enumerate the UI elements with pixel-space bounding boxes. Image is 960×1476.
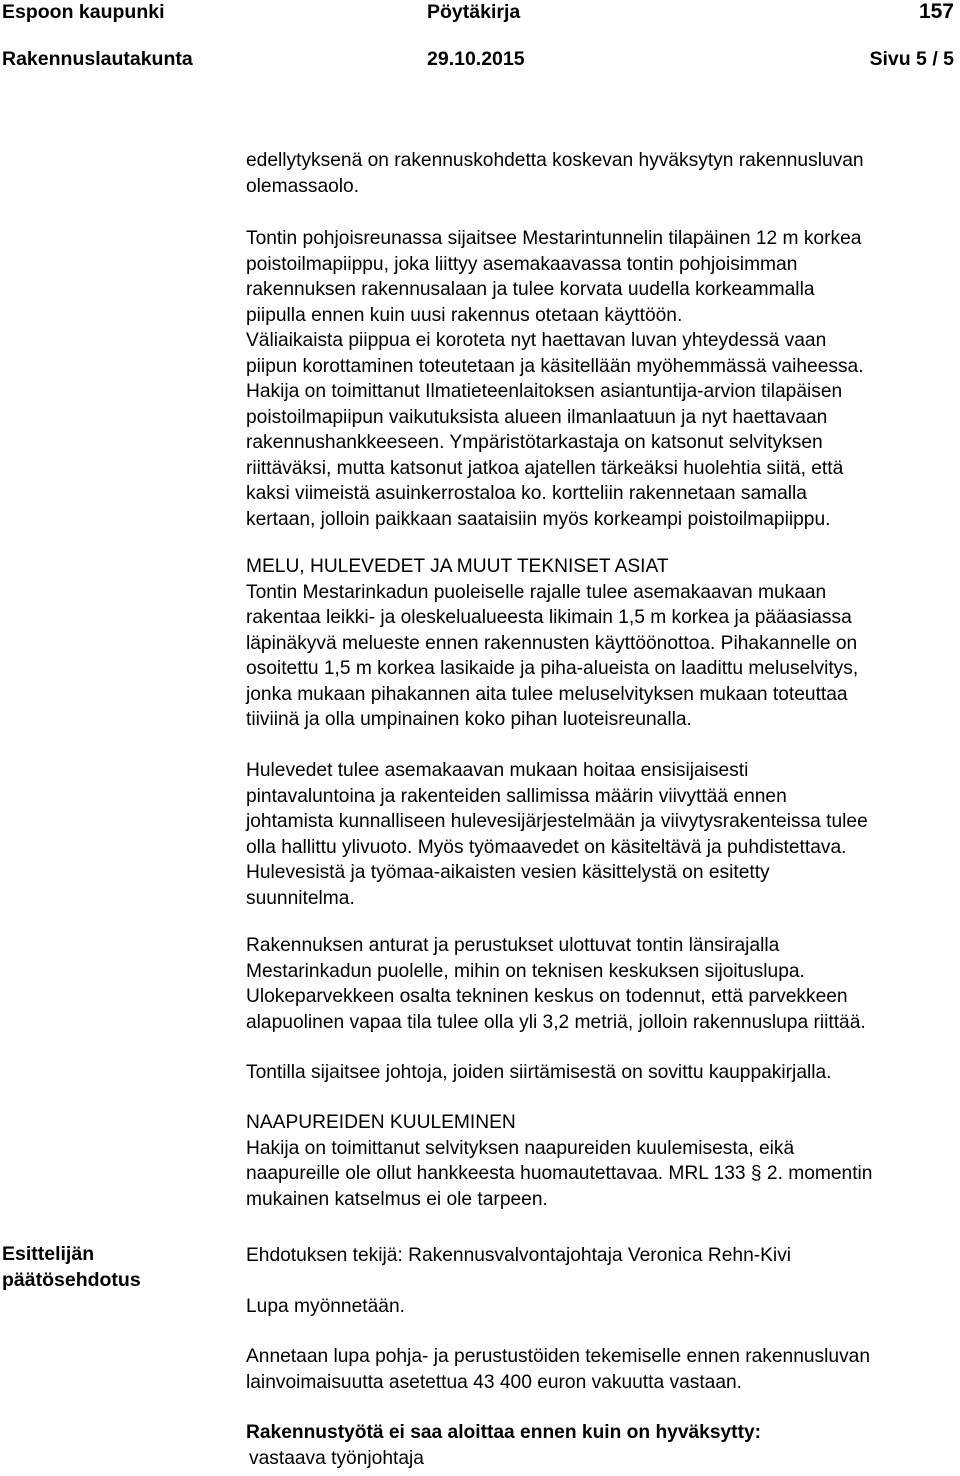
text-line: kaksi viimeistä asuinkerrostaloa ko. kortteliin rakennetaan samalla [246, 483, 807, 504]
text-line: pintavaluntoina ja rakenteiden sallimissa määrin viivyttää ennen [246, 785, 787, 807]
text-line: lainvoimaisuutta asetettua 43 400 euron vakuutta vastaan. [246, 1371, 743, 1393]
text-line: rakentaa leikki- ja oleskelualueesta likimain 1,5 m korkea ja pääasiassa [246, 607, 852, 628]
text-line: riittäväksi, mutta katsonut jatkoa ajatellen tärkeäksi huolehtia siitä, että [246, 457, 844, 479]
text-line: Hakija on toimittanut Ilmatieteenlaitoksen asiantuntija-arvion tilapäisen [246, 381, 843, 402]
text-line: Tontilla sijaitsee johtoja, joiden siirtämisestä on sovittu kauppakirjalla. [246, 1062, 832, 1083]
paragraph-utility-lines [246, 1060, 832, 1086]
text-line: edellytyksenä on rakennuskohdetta koskevan hyväksytyn rakennusluvan [246, 150, 864, 171]
text-line: Mestarinkadun puolelle, mihin on teknisen keskuksen sijoituslupa. [246, 960, 805, 982]
proposer-line [246, 1243, 791, 1269]
section-heading: NAAPUREIDEN KUULEMINEN [246, 1112, 516, 1133]
text-line: läpinäkyvä melueste ennen rakennusten käyttöönottoa. Pihakannelle on [246, 632, 858, 654]
header-date: 29.10.2015 [427, 48, 525, 70]
text-line: rakennuksen rakennusalaan ja tulee korvata uudella korkeammalla [246, 279, 815, 300]
paragraph-noise-technical [246, 554, 858, 733]
proposal-label [2, 1242, 141, 1293]
paragraph-foundations [246, 933, 866, 1035]
text-line: jonka mukaan pihakannen aita tulee meluselvityksen mukaan toteuttaa [246, 683, 848, 705]
text-line: naapureille ole ollut hankkeesta huomautettavaa. MRL 133 § 2. momentin [246, 1163, 873, 1184]
text-line: Ulokeparvekkeen osalta tekninen keskus on todennut, että parvekkeen [246, 986, 848, 1007]
paragraph-neighbours [246, 1110, 872, 1212]
text-line: rakennushankkeeseen. Ympäristötarkastaja on katsonut selvityksen [246, 432, 823, 453]
text-line: Annetaan lupa pohja- ja perustustöiden tekemiselle ennen rakennusluvan [246, 1346, 871, 1367]
paragraph-stormwater [246, 758, 868, 911]
decision-text: Lupa myönnetään. [246, 1296, 405, 1317]
text-line: osoitettu 1,5 m korkea lasikaide ja piha-alueista on laadittu meluselvitys, [246, 658, 859, 679]
text-line: mukainen katselmus ei ole tarpeen. [246, 1188, 548, 1210]
proposer-text: Ehdotuksen tekijä: Rakennusvalvontajohtaja Veronica Rehn-Kivi [246, 1245, 792, 1266]
header-page: Sivu 5 / 5 [869, 48, 954, 70]
text-line: piipun korottaminen toteutetaan ja käsitellään myöhemmässä vaiheessa. [246, 355, 864, 377]
approval-block [246, 1420, 761, 1471]
paragraph-chimney [246, 226, 864, 532]
text-line: olemassaolo. [246, 175, 360, 197]
text-line: kertaan, jolloin paikkaan saataisiin myös korkeampi poistoilmapiippu. [246, 508, 831, 530]
text-line: piipulla ennen kuin uusi rakennus otetaan käyttöön. [246, 304, 683, 326]
text-line: Tontin Mestarinkadun puoleiselle rajalle tulee asemakaavan mukaan [246, 581, 827, 603]
text-line: olla hallittu ylivuoto. Myös työmaavedet on käsiteltävä ja puhdistettava. [246, 836, 847, 858]
text-line: tiiviinä ja olla umpinainen koko pihan luoteisreunalla. [246, 709, 692, 730]
proposal-label-line: Esittelijän [2, 1243, 95, 1265]
section-heading: MELU, HULEVEDET JA MUUT TEKNISET ASIAT [246, 556, 669, 577]
header-org: Espoon kaupunki [2, 1, 165, 23]
text-line: Väliaikaista piippua ei koroteta nyt haettavan luvan yhteydessä vaan [246, 330, 827, 351]
approval-item: vastaava työnjohtaja [249, 1447, 424, 1469]
permit-paragraph [246, 1344, 870, 1395]
text-line: Hulevesistä ja työmaa-aikaisten vesien käsittelystä on esitetty [246, 862, 770, 883]
header-section-number: 157 [918, 0, 954, 23]
text-line: suunnitelma. [246, 887, 355, 909]
paragraph-permit-condition [246, 148, 864, 199]
text-line: alapuolinen vapaa tila tulee olla yli 3,2 metriä, jolloin rakennuslupa riittää. [246, 1011, 866, 1033]
approval-heading: Rakennustyötä ei saa aloittaa ennen kuin on hyväksytty: [246, 1422, 762, 1443]
proposal-label-line: päätösehdotus [2, 1268, 141, 1291]
text-line: poistoilmapiippu, joka liittyy asemakaavassa tontin pohjoisimman [246, 253, 798, 275]
text-line: poistoilmapiipun vaikutuksista alueen ilmanlaatuun ja nyt haettavaan [246, 406, 828, 428]
text-line: Hakija on toimittanut selvityksen naapureiden kuulemisesta, eikä [246, 1137, 795, 1159]
header-committee: Rakennuslautakunta [2, 48, 193, 70]
header-doc-type: Pöytäkirja [427, 1, 521, 23]
text-line: Rakennuksen anturat ja perustukset ulottuvat tontin länsirajalla [246, 935, 780, 956]
decision-line [246, 1294, 405, 1320]
text-line: johtamista kunnalliseen hulevesijärjestelmään ja viivytysrakenteissa tulee [246, 811, 868, 832]
text-line: Tontin pohjoisreunassa sijaitsee Mestarintunnelin tilapäinen 12 m korkea [246, 228, 862, 249]
text-line: Hulevedet tulee asemakaavan mukaan hoitaa ensisijaisesti [246, 760, 749, 781]
